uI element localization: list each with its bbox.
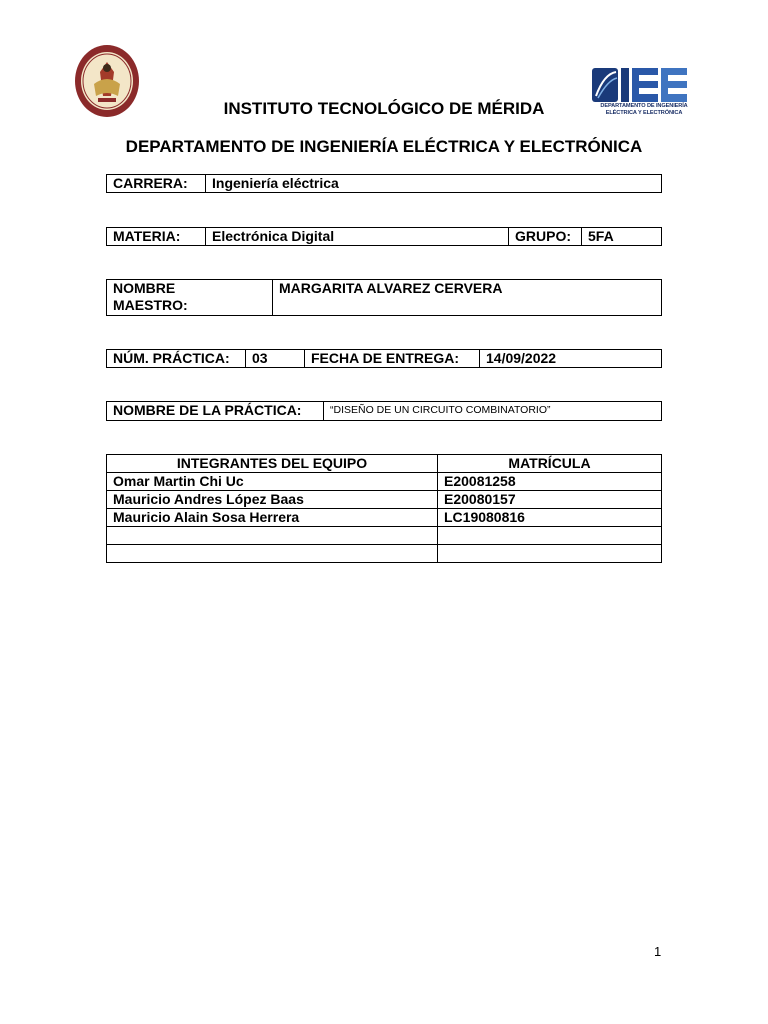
table-row [107,473,662,491]
equipo-header-integrantes: INTEGRANTES DEL EQUIPO [107,455,438,473]
materia-value: Electrónica Digital [206,228,509,246]
nombre-practica-label: NOMBRE DE LA PRÁCTICA: [107,402,324,421]
grupo-value: 5FA [582,228,662,246]
grupo-label: GRUPO: [509,228,582,246]
materia-label: MATERIA: [107,228,206,246]
equipo-header-row [107,455,662,473]
nombre-practica-value: “DISEÑO DE UN CIRCUITO COMBINATORIO” [324,402,662,421]
fecha-entrega-label: FECHA DE ENTREGA: [305,350,480,368]
nombre-practica-table [106,401,662,421]
equipo-table [106,454,662,563]
integrante-matricula [438,545,662,563]
integrante-matricula: LC19080816 [438,509,662,527]
table-row [107,491,662,509]
page-number: 1 [654,944,662,959]
integrante-matricula [438,527,662,545]
num-practica-value: 03 [246,350,305,368]
maestro-label-line1: NOMBRE [113,280,176,296]
integrante-name: Mauricio Alain Sosa Herrera [107,509,438,527]
carrera-label: CARRERA: [107,175,206,193]
integrante-name: Mauricio Andres López Baas [107,491,438,509]
integrante-name [107,527,438,545]
table-row [107,545,662,563]
maestro-label [107,280,273,316]
integrante-matricula: E20080157 [438,491,662,509]
num-practica-label: NÚM. PRÁCTICA: [107,350,246,368]
carrera-value: Ingeniería eléctrica [206,175,662,193]
fecha-entrega-value: 14/09/2022 [480,350,662,368]
maestro-table [106,279,662,316]
department-title: DEPARTAMENTO DE INGENIERÍA ELÉCTRICA Y ELECTRÓNICA [125,137,643,156]
carrera-table [106,174,662,193]
table-row [107,527,662,545]
materia-table [106,227,662,246]
integrante-name [107,545,438,563]
integrante-matricula: E20081258 [438,473,662,491]
equipo-header-matricula: MATRÍCULA [438,455,662,473]
diee-subtitle-line1: DEPARTAMENTO DE INGENIERÍA [600,103,688,109]
table-row [107,509,662,527]
maestro-value: MARGARITA ALVAREZ CERVERA [273,280,662,316]
diee-subtitle-line2: ELÉCTRICA Y ELECTRÓNICA [605,110,683,116]
maestro-label-line2: MAESTRO: [113,297,188,313]
integrante-name: Omar Martin Chi Uc [107,473,438,491]
practica-table [106,349,662,368]
institute-title: INSTITUTO TECNOLÓGICO DE MÉRIDA [223,99,545,118]
